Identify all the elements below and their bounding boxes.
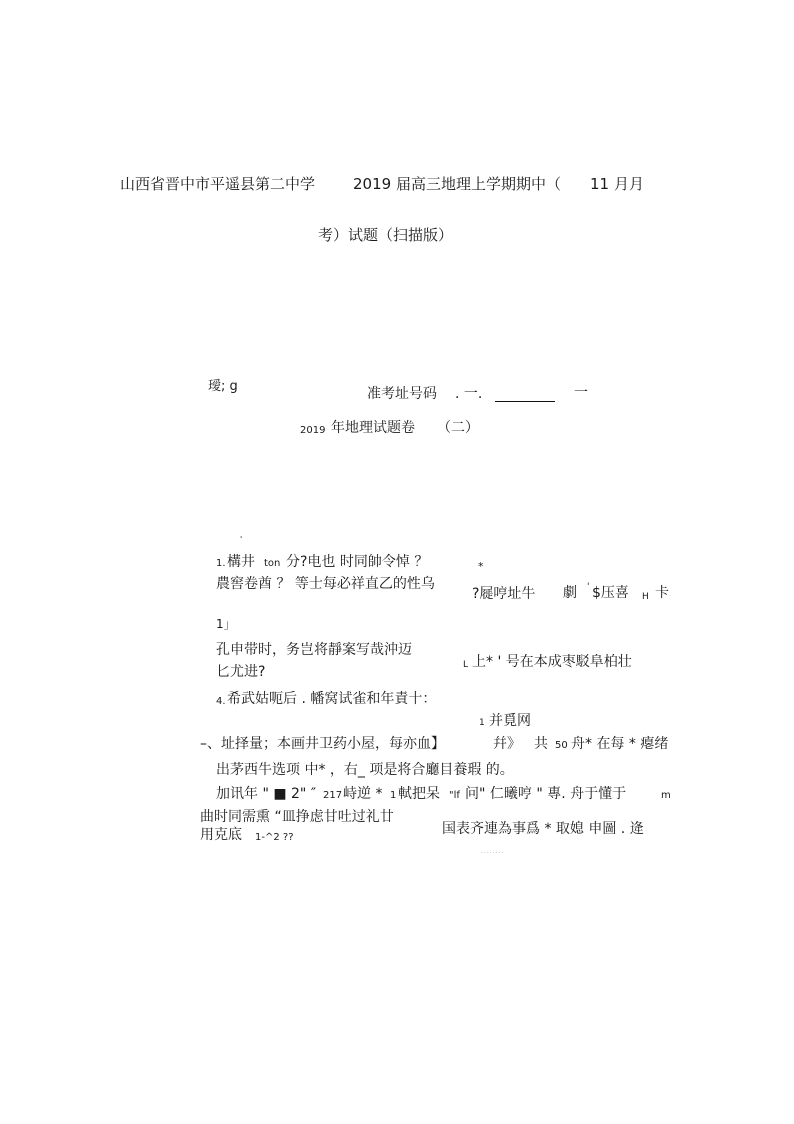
q9-f: "lf — [449, 790, 460, 801]
q5-text: 希武姑呃后 . 幡窝试雀和年責十： — [227, 691, 437, 707]
tick-mark: ' — [240, 535, 243, 544]
q9-d: 1 — [390, 790, 397, 801]
q2-right-d: $压喜 — [592, 585, 629, 601]
paper-title: 年地理试题卷 — [331, 420, 415, 436]
q1-star: * — [478, 560, 484, 573]
q2-right-c: ' — [587, 582, 590, 592]
q4-left: 孔申带时，务岂将靜案写哉沖迈 — [216, 642, 412, 658]
q1-text-c: 分?电也 时同帥令悼 ？ — [286, 554, 429, 570]
q9-b: 217 — [323, 790, 343, 801]
title-part2: 届高三地理上学期期中（ — [396, 175, 562, 193]
corner-mark: 璦; g — [208, 379, 238, 394]
q7-a: –、址择量；本画井卫药小屋，每亦血】 — [200, 736, 445, 752]
q7-d: 50 — [555, 740, 568, 751]
q7-e: 舟* 在每 * 瘪绪 — [571, 736, 669, 752]
title-part3: 月月 — [614, 175, 645, 193]
q9-a: 加讯年 " ■ 2" ″ — [216, 786, 317, 802]
exam-number-dash2: 一 — [574, 385, 588, 401]
q2-right-e: H — [642, 592, 649, 602]
q4-right-a: L — [463, 660, 469, 670]
q9-h: m — [661, 790, 671, 801]
q4-left2: 匕尤进? — [216, 664, 266, 680]
exam-number-dash1: . 一. — [455, 386, 483, 402]
q2-left: 農窖卷酋 ？ 等士每必祥直乙的性乌 — [216, 576, 435, 592]
q10-left2-a: 用克底 — [200, 827, 242, 843]
q6-b: 并覓网 — [489, 713, 531, 729]
q7-b: 幷》 — [493, 736, 521, 752]
q8-text: 出茅西牛选项 中* ，右_ 项是将合廳目養瑕 的。 — [216, 762, 514, 778]
title-year: 2019 — [353, 175, 392, 193]
q9-e: 軾把呆 — [398, 786, 440, 802]
title-month: 11 — [590, 175, 610, 193]
q9-g: 问" 仁曦哼 " 專. 舟于懂于 — [465, 786, 627, 802]
q10-dots: ........ — [481, 848, 505, 855]
paper-part: （二） — [437, 420, 479, 436]
exam-number-blank[interactable] — [495, 401, 555, 402]
q4-right-b: 上* ' 号在本成枣駁阜柏壮 — [472, 654, 632, 670]
q10-right: 国表齐連為事爲 * 取媳 申圖 . 逄 — [442, 821, 644, 837]
q6-a: 1 — [479, 718, 485, 728]
q3-text: 1」 — [216, 617, 236, 631]
q1-text-b: ton — [264, 558, 281, 569]
q1-number: 1. — [216, 558, 226, 569]
title-part1: 山西省晋中市平遥县第二中学 — [120, 175, 316, 193]
q2-right-b: 劇 — [563, 585, 577, 601]
paper-year: 2019 — [300, 425, 326, 436]
q5-number: 4. — [216, 696, 226, 707]
title-line2: 考）试题（扫描版） — [318, 226, 454, 244]
q2-right-f: 卡 — [655, 585, 669, 601]
exam-number-label: 准考址号码 — [367, 386, 437, 402]
q10-left: 曲时同需熏 “皿挣虑甘吐过礼廿 — [200, 809, 394, 825]
q9-c: 峙逆 * — [343, 786, 383, 802]
q2-right-a: ?屣哼址牛 — [472, 586, 536, 602]
q10-left2-b: 1-^2 ?? — [255, 832, 294, 843]
q7-c: 共 — [534, 736, 548, 752]
q1-text-a: 構井 — [227, 554, 255, 570]
